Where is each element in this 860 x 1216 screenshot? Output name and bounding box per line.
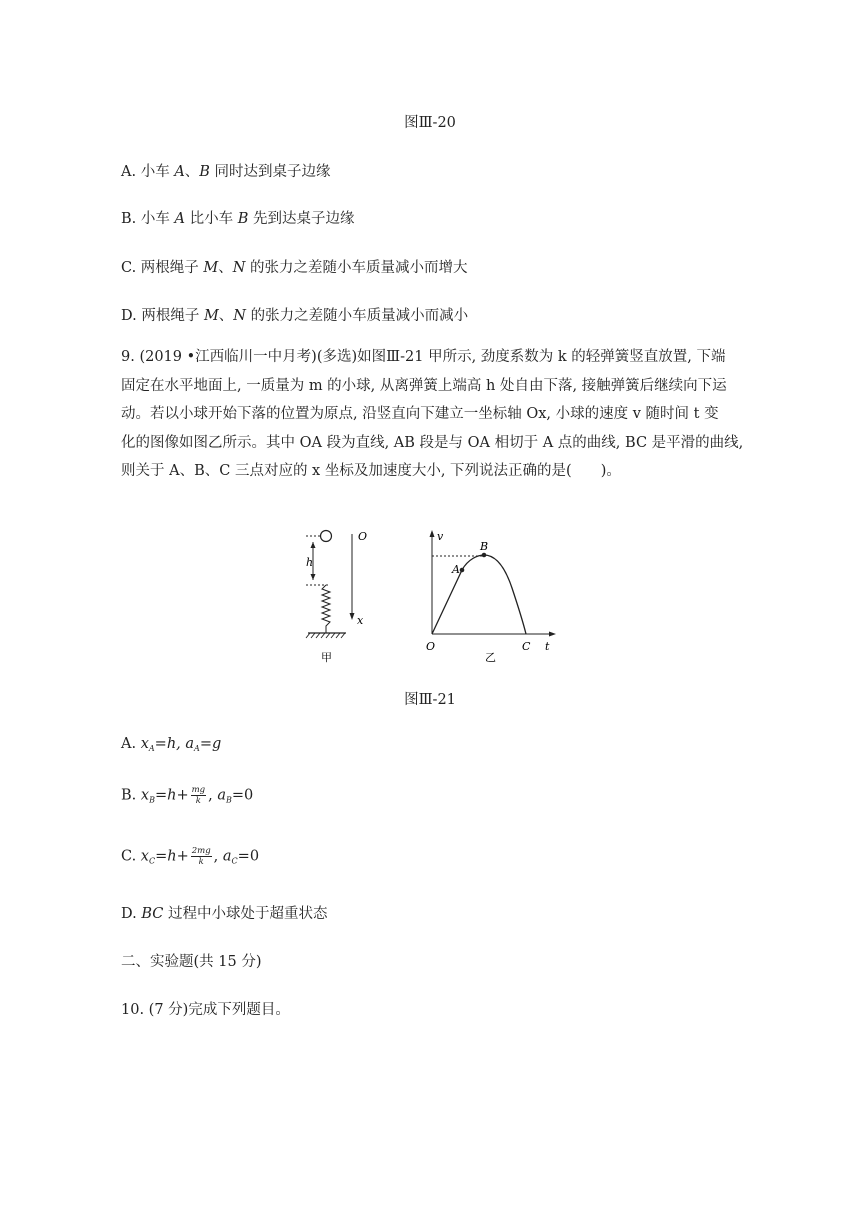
q8-option-d: D. 两根绳子 M、N 的张力之差随小车质量减小而减小 (121, 308, 469, 324)
q9-line-3: 动。若以小球开始下落的位置为原点, 沿竖直向下建立一坐标轴 Ox, 小球的速度 v 随时间 t 变 (121, 406, 719, 422)
h-arrow-down-icon (311, 574, 316, 580)
ground-hatch-icon (306, 633, 345, 638)
label-a: A (452, 563, 460, 576)
point-b-dot (482, 553, 487, 558)
q8-option-a: A. 小车 A、B 同时达到桌子边缘 (121, 164, 331, 180)
q9-option-a: A. $x_A=h$, $a_A=g$ (121, 736, 222, 753)
label-v: v (437, 530, 444, 543)
question-10-stem: 10. (7 分)完成下列题目。 (121, 1002, 290, 1018)
section-heading-experiment: 二、实验题(共 15 分) (121, 954, 262, 970)
q8-option-c: C. 两根绳子 M、N 的张力之差随小车质量减小而增大 (121, 260, 468, 276)
q9-option-c: C. $x_C=h+$ $\frac{2mg}{k}$ , $a_C=0$ (121, 846, 260, 867)
q9-line-2: 固定在水平地面上, 一质量为 m 的小球, 从离弹簧上端高 h 处自由下落, 接触弹簧后继续向下运 (121, 377, 727, 394)
label-t: t (545, 640, 550, 653)
q9-option-d: D. BC 过程中小球处于超重状态 (121, 906, 328, 922)
ball-icon (321, 531, 332, 542)
q9-option-b: B. $x_B=h+$ $\frac{mg}{k}$ , $a_B=0$ (121, 785, 254, 806)
figure-caption-21: 图Ⅲ-21 (404, 692, 456, 708)
point-a-dot (460, 568, 465, 573)
question-9-stem (121, 343, 744, 486)
fraction-mg-over-k: $\frac{mg}{k}$ (191, 785, 206, 806)
label-x: x (357, 614, 364, 627)
caption-yi: 乙 (485, 651, 496, 664)
figure-21 (290, 520, 570, 670)
label-h: h (306, 556, 314, 569)
h-arrow-up-icon (311, 542, 316, 548)
label-b: B (480, 540, 489, 553)
label-c: C (522, 640, 531, 653)
label-o-left: O (358, 530, 368, 543)
caption-jia: 甲 (321, 651, 332, 664)
spring-icon (322, 585, 330, 633)
t-axis-arrow-icon (549, 632, 556, 637)
q9-line-4: 化的图像如图乙所示。其中 OA 段为直线, AB 段是与 OA 相切于 A 点的曲线, BC 是平滑的曲线, (121, 434, 744, 451)
figure-21-right-vt-graph (426, 530, 556, 664)
v-axis-arrow-icon (430, 530, 435, 537)
q8-option-b: B. 小车 A 比小车 B 先到达桌子边缘 (121, 211, 355, 227)
fraction-2mg-over-k: $\frac{2mg}{k}$ (191, 846, 211, 867)
figure-21-left-spring (306, 530, 367, 664)
q9-line-5: 则关于 A、B、C 三点对应的 x 坐标及加速度大小, 下列说法正确的是( )。 (121, 463, 621, 479)
label-o-right: O (426, 640, 436, 653)
q9-line-1: 9. (2019 •江西临川一中月考)(多选)如图Ⅲ-21 甲所示, 劲度系数为 k 的轻弹簧竖直放置, 下端 (121, 349, 726, 365)
figure-caption-20: 图Ⅲ-20 (404, 115, 456, 131)
x-arrow-icon (350, 613, 355, 620)
velocity-curve (432, 555, 526, 634)
